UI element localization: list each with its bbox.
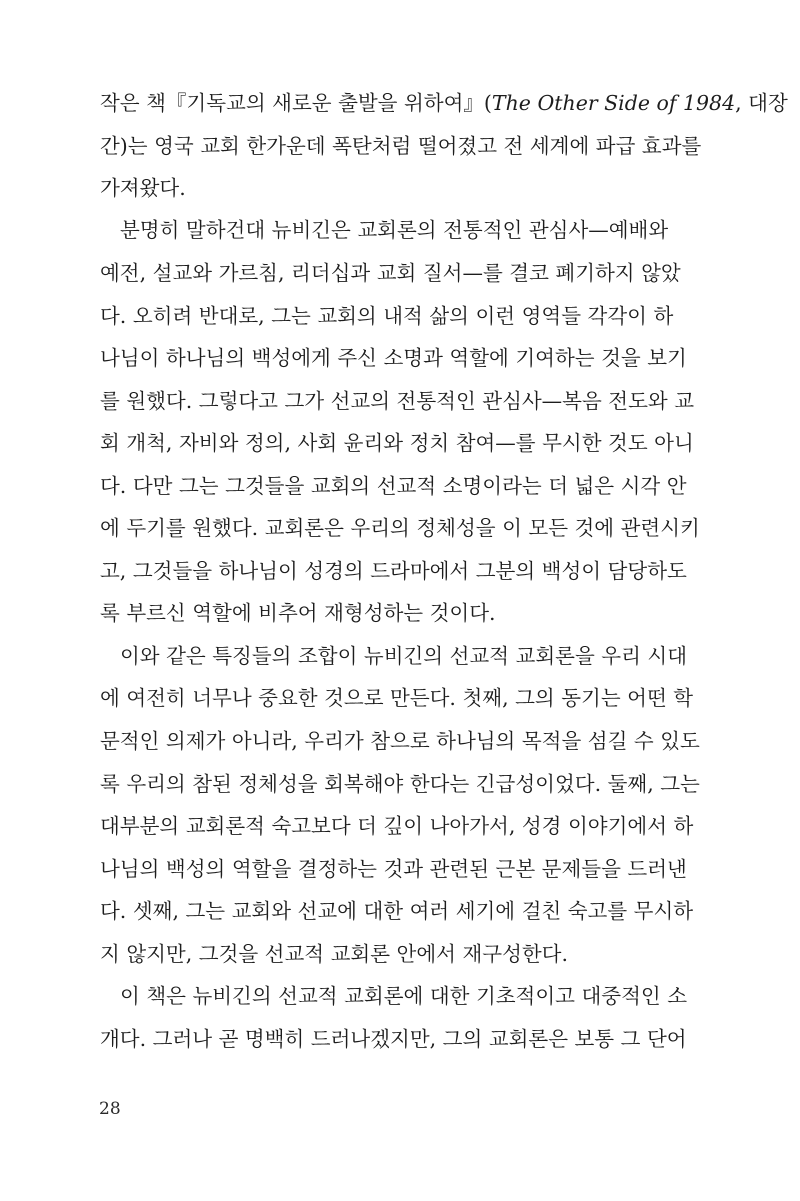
text-line-11: 에 두기를 원했다. 교회론은 우리의 정체성을 이 모든 것에 관련시키 [100,516,700,540]
text-line-1-pre: 작은 책『기독교의 새로운 출발을 위하여』( [100,91,492,115]
text-line-7: 나님이 하나님의 백성에게 주신 소명과 역할에 기여하는 것을 보기 [100,346,687,370]
text-line-17: 록 우리의 참된 정체성을 회복해야 한다는 긴급성이었다. 둘째, 그는 [100,772,700,796]
text-line-15: 에 여전히 너무나 중요한 것으로 만든다. 첫째, 그의 동기는 어떤 학 [100,686,694,710]
text-line-1-post: , 대장 [735,91,788,115]
text-line-3: 가져왔다. [100,176,186,200]
text-line-2: 간)는 영국 교회 한가운데 폭탄처럼 떨어졌고 전 세계에 파급 효과를 [100,134,702,158]
text-line-6: 다. 오히려 반대로, 그는 교회의 내적 삶의 이런 영역들 각각이 하 [100,304,674,328]
text-line-23: 개다. 그러나 곧 명백히 드러나겠지만, 그의 교회론은 보통 그 단어 [100,1027,687,1051]
paragraph-4-first-line: 이 책은 뉴비긴의 선교적 교회론에 대한 기초적이고 대중적인 소 [120,984,688,1008]
text-line-18: 대부분의 교회론적 숙고보다 더 깊이 나아가서, 성경 이야기에서 하 [100,814,694,838]
text-line-16: 문적인 의제가 아니라, 우리가 참으로 하나님의 목적을 섬길 수 있도 [100,729,700,753]
text-line-5: 예전, 설교와 가르침, 리더십과 교회 질서—를 결코 폐기하지 않았 [100,261,681,285]
text-line-8: 를 원했다. 그렇다고 그가 선교의 전통적인 관심사—복음 전도와 교 [100,389,695,413]
paragraph-2-first-line: 분명히 말하건대 뉴비긴은 교회론의 전통적인 관심사—예배와 [120,218,669,242]
text-line-13: 록 부르신 역할에 비추어 재형성하는 것이다. [100,601,496,625]
page-number: 28 [99,1099,121,1119]
text-line-10: 다. 다만 그는 그것들을 교회의 선교적 소명이라는 더 넓은 시각 안 [100,474,687,498]
book-title-english: The Other Side of 1984 [491,91,736,115]
text-line-19: 나님의 백성의 역할을 결정하는 것과 관련된 근본 문제들을 드러낸 [100,857,687,881]
paragraph-3-first-line: 이와 같은 특징들의 조합이 뉴비긴의 선교적 교회론을 우리 시대 [120,644,688,668]
text-line-21: 지 않지만, 그것을 선교적 교회론 안에서 재구성한다. [100,942,568,966]
text-line-20: 다. 셋째, 그는 교회와 선교에 대한 여러 세기에 걸친 숙고를 무시하 [100,899,694,923]
text-line-9: 회 개척, 자비와 정의, 사회 윤리와 정치 참여—를 무시한 것도 아니 [100,431,694,455]
text-line-1 [100,83,788,123]
text-line-12: 고, 그것들을 하나님이 성경의 드라마에서 그분의 백성이 담당하도 [100,559,687,583]
